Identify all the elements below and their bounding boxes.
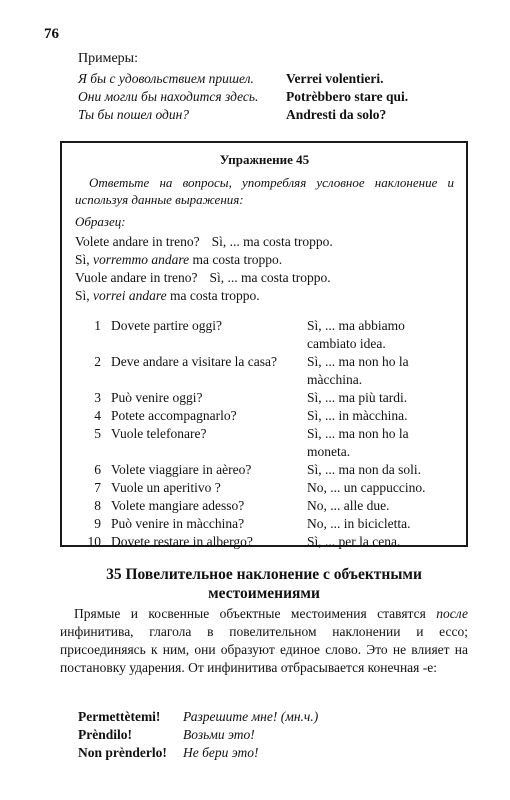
item-answer: Sì, ... ma non ho la màcchina. bbox=[307, 354, 409, 387]
sample-rest: ma costa troppo. bbox=[166, 288, 260, 303]
examples-block bbox=[78, 51, 478, 124]
item-question: Vuole telefonare? bbox=[111, 426, 207, 441]
sample-question: Vuole andare in treno? bbox=[75, 270, 198, 285]
example-pair bbox=[78, 106, 478, 124]
exercise-item bbox=[75, 497, 454, 515]
imperative-russian: Не бери это! bbox=[183, 745, 259, 760]
body-text-rest: инфинитива, глагола в повелительном наклонении и ессо; присоединяясь к ним, они образуют единое слово. Это не влияет на постановку ударения. От инфинитива отбрасывается конечная -е: bbox=[60, 624, 468, 675]
item-question: Può venire in màcchina? bbox=[111, 516, 245, 531]
item-question: Dovete restare in albergo? bbox=[111, 534, 253, 549]
sample-line bbox=[75, 251, 454, 269]
item-number: 7 bbox=[94, 480, 101, 495]
item-answer: No, ... un cappuccino. bbox=[307, 480, 426, 495]
sample-question: Volete andare in treno? bbox=[75, 234, 200, 249]
exercise-item bbox=[75, 407, 454, 425]
item-question: Volete viaggiare in aèreo? bbox=[111, 462, 252, 477]
exercise-item bbox=[75, 353, 454, 389]
item-number: 5 bbox=[94, 426, 101, 441]
item-question: Potete accompagnarlo? bbox=[111, 408, 237, 423]
sample-prefix: Sì, bbox=[75, 252, 94, 267]
item-number: 8 bbox=[94, 498, 101, 513]
sample-conditional: vorrei andare bbox=[93, 288, 167, 303]
section-body bbox=[60, 605, 468, 677]
example-italian: Potrèbbero stare qui. bbox=[286, 89, 409, 104]
sample-line bbox=[75, 269, 454, 287]
item-question: Vuole un aperitivo ? bbox=[111, 480, 221, 495]
item-answer: Sì, ... ma non da soli. bbox=[307, 462, 421, 477]
item-number: 10 bbox=[87, 534, 101, 549]
example-russian: Они могли бы находится здесь. bbox=[78, 89, 259, 104]
exercise-item bbox=[75, 533, 454, 551]
exercise-item bbox=[75, 479, 454, 497]
item-answer: No, ... alle due. bbox=[307, 498, 390, 513]
item-number: 1 bbox=[94, 318, 101, 333]
item-number: 4 bbox=[94, 408, 101, 423]
item-question: Può venire oggi? bbox=[111, 390, 203, 405]
imperative-examples bbox=[78, 708, 318, 762]
item-number: 3 bbox=[94, 390, 101, 405]
page-number: 76 bbox=[44, 26, 59, 42]
item-answer: Sì, ... ma abbiamo cambiato idea. bbox=[307, 318, 405, 351]
item-number: 9 bbox=[94, 516, 101, 531]
sample-label: Образец: bbox=[75, 214, 126, 229]
item-answer: No, ... in bicicletta. bbox=[307, 516, 411, 531]
exercise-item bbox=[75, 317, 454, 353]
exercise-items bbox=[75, 317, 454, 551]
sample-line bbox=[75, 287, 454, 305]
sample-answer: Sì, ... ma costa troppo. bbox=[209, 270, 331, 285]
exercise-item bbox=[75, 389, 454, 407]
exercise-title: Упражнение 45 bbox=[219, 152, 310, 167]
imperative-russian: Возьми это! bbox=[183, 727, 255, 742]
imperative-russian: Разрешите мне! (мн.ч.) bbox=[183, 709, 319, 724]
example-pair bbox=[78, 70, 478, 88]
body-text-start: Прямые и косвенные объектные местоимения ставятся bbox=[74, 606, 437, 621]
item-answer: Sì, ... ma più tardi. bbox=[307, 390, 408, 405]
sample-conditional: vorremmo andare bbox=[93, 252, 190, 267]
imperative-pair bbox=[78, 744, 318, 762]
item-question: Deve andare a visitare la casa? bbox=[111, 354, 278, 369]
item-question: Volete mangiare adesso? bbox=[111, 498, 245, 513]
item-answer: Sì, ... in màcchina. bbox=[307, 408, 408, 423]
exercise-box bbox=[60, 141, 468, 547]
example-russian: Ты бы пошел один? bbox=[78, 107, 190, 122]
item-answer: Sì, ... ma non ho la moneta. bbox=[307, 426, 409, 459]
body-emphasis: после bbox=[436, 606, 468, 621]
sample-answer: Sì, ... ma costa troppo. bbox=[211, 234, 333, 249]
example-italian: Andresti da solo? bbox=[286, 107, 387, 122]
exercise-item bbox=[75, 425, 454, 461]
section-title: 35 Повелительное наклонение с объектными местоимениями bbox=[106, 566, 422, 602]
sample-rest: ma costa troppo. bbox=[189, 252, 283, 267]
exercise-item bbox=[75, 515, 454, 533]
item-number: 2 bbox=[94, 354, 101, 369]
imperative-italian: Non prènderlo! bbox=[78, 745, 167, 760]
item-question: Dovete partire oggi? bbox=[111, 318, 222, 333]
imperative-italian: Prèndilo! bbox=[78, 727, 132, 742]
imperative-pair bbox=[78, 726, 318, 744]
item-answer: Sì, ... per la cena. bbox=[307, 534, 401, 549]
example-italian: Verrei volentieri. bbox=[286, 71, 384, 86]
imperative-italian: Permettètemi! bbox=[78, 709, 161, 724]
sample-prefix: Sì, bbox=[75, 288, 94, 303]
examples-title: Примеры: bbox=[78, 51, 138, 66]
imperative-pair bbox=[78, 708, 318, 726]
example-russian: Я бы с удовольствием пришел. bbox=[78, 71, 254, 86]
exercise-instruction: Ответьте на вопросы, употребляя условное наклонение и используя данные выражения: bbox=[75, 175, 454, 207]
exercise-item bbox=[75, 461, 454, 479]
sample-line bbox=[75, 233, 454, 251]
item-number: 6 bbox=[94, 462, 101, 477]
example-pair bbox=[78, 88, 478, 106]
